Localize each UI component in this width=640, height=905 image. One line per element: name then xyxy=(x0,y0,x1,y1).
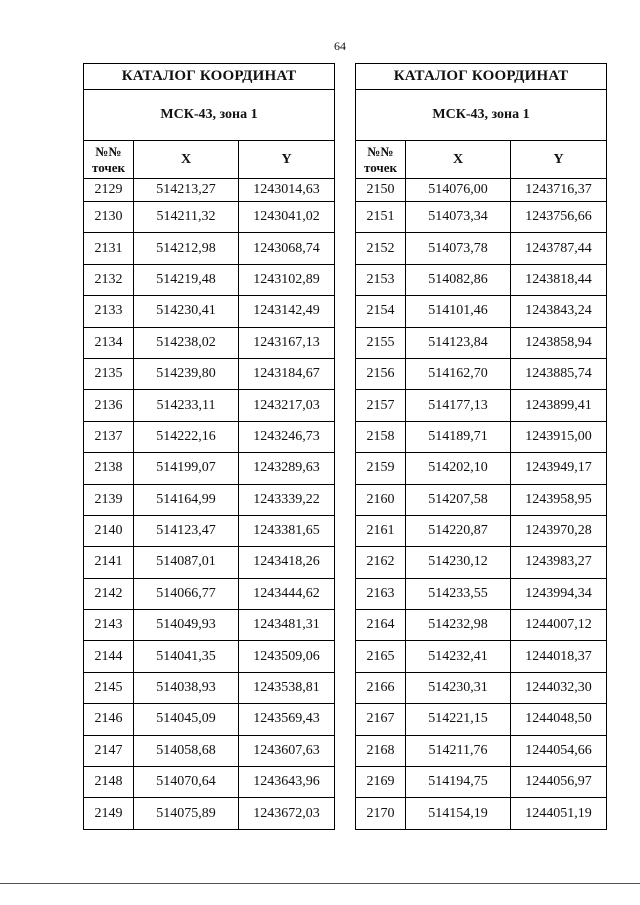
point-number-header-line2: точек xyxy=(92,159,125,175)
point-number-cell: 2152 xyxy=(356,233,406,264)
point-number-cell: 2163 xyxy=(356,578,406,609)
table-subtitle: МСК-43, зона 1 xyxy=(356,90,607,141)
point-number-cell: 2130 xyxy=(84,202,134,233)
y-coordinate-cell: 1243787,44 xyxy=(511,233,607,264)
table-row xyxy=(84,704,335,735)
y-coordinate-cell: 1243716,37 xyxy=(511,179,607,202)
table-row xyxy=(356,453,607,484)
x-coordinate-cell: 514058,68 xyxy=(134,735,239,766)
table-row xyxy=(356,233,607,264)
table-row xyxy=(356,421,607,452)
table-row xyxy=(356,767,607,798)
table-title-row xyxy=(356,64,607,90)
point-number-cell: 2153 xyxy=(356,264,406,295)
y-coordinate-cell: 1243217,03 xyxy=(239,390,335,421)
table-row xyxy=(84,767,335,798)
x-coordinate-cell: 514220,87 xyxy=(406,515,511,546)
y-coordinate-cell: 1243246,73 xyxy=(239,421,335,452)
x-coordinate-cell: 514194,75 xyxy=(406,767,511,798)
table-row xyxy=(84,264,335,295)
x-coordinate-cell: 514211,76 xyxy=(406,735,511,766)
y-coordinate-cell: 1243899,41 xyxy=(511,390,607,421)
x-coordinate-cell: 514212,98 xyxy=(134,233,239,264)
point-number-cell: 2148 xyxy=(84,767,134,798)
page-number: 64 xyxy=(334,39,346,53)
x-coordinate-cell: 514222,16 xyxy=(134,421,239,452)
point-number-cell: 2169 xyxy=(356,767,406,798)
x-coordinate-cell: 514066,77 xyxy=(134,578,239,609)
y-header: Y xyxy=(511,141,607,179)
x-coordinate-cell: 514101,46 xyxy=(406,296,511,327)
y-coordinate-cell: 1243983,27 xyxy=(511,547,607,578)
point-number-cell: 2168 xyxy=(356,735,406,766)
point-number-cell: 2146 xyxy=(84,704,134,735)
x-coordinate-cell: 514087,01 xyxy=(134,547,239,578)
table-row xyxy=(84,390,335,421)
y-coordinate-cell: 1243885,74 xyxy=(511,358,607,389)
x-coordinate-cell: 514238,02 xyxy=(134,327,239,358)
point-number-cell: 2145 xyxy=(84,672,134,703)
y-coordinate-cell: 1243184,67 xyxy=(239,358,335,389)
x-coordinate-cell: 514189,71 xyxy=(406,421,511,452)
y-coordinate-cell: 1243843,24 xyxy=(511,296,607,327)
x-coordinate-cell: 514073,34 xyxy=(406,202,511,233)
point-number-cell: 2136 xyxy=(84,390,134,421)
x-coordinate-cell: 514213,27 xyxy=(134,179,239,202)
table-row xyxy=(84,358,335,389)
x-header: X xyxy=(134,141,239,179)
point-number-cell: 2131 xyxy=(84,233,134,264)
table-row xyxy=(356,358,607,389)
point-number-cell: 2143 xyxy=(84,610,134,641)
table-row xyxy=(356,264,607,295)
y-coordinate-cell: 1243068,74 xyxy=(239,233,335,264)
y-coordinate-cell: 1244032,30 xyxy=(511,672,607,703)
table-row xyxy=(356,390,607,421)
table-row xyxy=(356,327,607,358)
y-coordinate-cell: 1244056,97 xyxy=(511,767,607,798)
y-coordinate-cell: 1244018,37 xyxy=(511,641,607,672)
table-row xyxy=(356,515,607,546)
x-coordinate-cell: 514076,00 xyxy=(406,179,511,202)
table-row xyxy=(84,202,335,233)
table-row xyxy=(84,515,335,546)
y-coordinate-cell: 1243569,43 xyxy=(239,704,335,735)
table-row xyxy=(84,578,335,609)
x-coordinate-cell: 514232,41 xyxy=(406,641,511,672)
x-coordinate-cell: 514073,78 xyxy=(406,233,511,264)
y-coordinate-cell: 1243949,17 xyxy=(511,453,607,484)
x-coordinate-cell: 514230,31 xyxy=(406,672,511,703)
point-number-cell: 2166 xyxy=(356,672,406,703)
point-number-cell: 2132 xyxy=(84,264,134,295)
y-coordinate-cell: 1243958,95 xyxy=(511,484,607,515)
table-row xyxy=(84,641,335,672)
x-coordinate-cell: 514221,15 xyxy=(406,704,511,735)
x-coordinate-cell: 514199,07 xyxy=(134,453,239,484)
y-coordinate-cell: 1243818,44 xyxy=(511,264,607,295)
point-number-cell: 2140 xyxy=(84,515,134,546)
table-row xyxy=(84,484,335,515)
y-coordinate-cell: 1243607,63 xyxy=(239,735,335,766)
column-header-row xyxy=(356,141,607,179)
table-row xyxy=(356,798,607,829)
point-number-cell: 2141 xyxy=(84,547,134,578)
point-number-cell: 2162 xyxy=(356,547,406,578)
x-coordinate-cell: 514233,11 xyxy=(134,390,239,421)
point-number-header xyxy=(84,141,134,179)
point-number-cell: 2149 xyxy=(84,798,134,829)
y-coordinate-cell: 1243014,63 xyxy=(239,179,335,202)
x-coordinate-cell: 514041,35 xyxy=(134,641,239,672)
point-number-header-line1: №№ xyxy=(95,143,122,159)
x-coordinate-cell: 514219,48 xyxy=(134,264,239,295)
y-coordinate-cell: 1243289,63 xyxy=(239,453,335,484)
table-row xyxy=(84,179,335,202)
y-coordinate-cell: 1243381,65 xyxy=(239,515,335,546)
point-number-cell: 2155 xyxy=(356,327,406,358)
x-coordinate-cell: 514207,58 xyxy=(406,484,511,515)
table-row xyxy=(84,327,335,358)
point-number-cell: 2144 xyxy=(84,641,134,672)
point-number-cell: 2160 xyxy=(356,484,406,515)
y-coordinate-cell: 1243915,00 xyxy=(511,421,607,452)
point-number-cell: 2165 xyxy=(356,641,406,672)
y-coordinate-cell: 1243538,81 xyxy=(239,672,335,703)
x-coordinate-cell: 514230,12 xyxy=(406,547,511,578)
y-coordinate-cell: 1243672,03 xyxy=(239,798,335,829)
table-row xyxy=(356,296,607,327)
x-coordinate-cell: 514232,98 xyxy=(406,610,511,641)
coordinate-catalog-table-right xyxy=(355,63,607,830)
point-number-cell: 2137 xyxy=(84,421,134,452)
table-row xyxy=(356,202,607,233)
y-coordinate-cell: 1243142,49 xyxy=(239,296,335,327)
page-bottom-rule xyxy=(0,883,640,884)
y-coordinate-cell: 1244048,50 xyxy=(511,704,607,735)
coordinate-catalog-table-left xyxy=(83,63,335,830)
point-number-cell: 2134 xyxy=(84,327,134,358)
point-number-cell: 2129 xyxy=(84,179,134,202)
point-number-header-line2: точек xyxy=(364,159,397,175)
point-number-header-line1: №№ xyxy=(367,143,394,159)
x-coordinate-cell: 514230,41 xyxy=(134,296,239,327)
x-coordinate-cell: 514070,64 xyxy=(134,767,239,798)
y-coordinate-cell: 1243481,31 xyxy=(239,610,335,641)
y-coordinate-cell: 1243858,94 xyxy=(511,327,607,358)
table-row xyxy=(84,610,335,641)
y-coordinate-cell: 1243167,13 xyxy=(239,327,335,358)
x-coordinate-cell: 514162,70 xyxy=(406,358,511,389)
x-coordinate-cell: 514164,99 xyxy=(134,484,239,515)
y-coordinate-cell: 1243643,96 xyxy=(239,767,335,798)
y-coordinate-cell: 1243970,28 xyxy=(511,515,607,546)
y-coordinate-cell: 1244051,19 xyxy=(511,798,607,829)
x-coordinate-cell: 514233,55 xyxy=(406,578,511,609)
y-header: Y xyxy=(239,141,335,179)
x-coordinate-cell: 514038,93 xyxy=(134,672,239,703)
point-number-cell: 2158 xyxy=(356,421,406,452)
x-coordinate-cell: 514202,10 xyxy=(406,453,511,484)
point-number-cell: 2150 xyxy=(356,179,406,202)
x-coordinate-cell: 514177,13 xyxy=(406,390,511,421)
point-number-cell: 2164 xyxy=(356,610,406,641)
y-coordinate-cell: 1243756,66 xyxy=(511,202,607,233)
x-header: X xyxy=(406,141,511,179)
point-number-cell: 2161 xyxy=(356,515,406,546)
x-coordinate-cell: 514082,86 xyxy=(406,264,511,295)
point-number-cell: 2147 xyxy=(84,735,134,766)
x-coordinate-cell: 514075,89 xyxy=(134,798,239,829)
table-row xyxy=(84,547,335,578)
x-coordinate-cell: 514154,19 xyxy=(406,798,511,829)
table-row xyxy=(356,704,607,735)
point-number-header xyxy=(356,141,406,179)
point-number-cell: 2133 xyxy=(84,296,134,327)
table-row xyxy=(84,672,335,703)
y-coordinate-cell: 1243994,34 xyxy=(511,578,607,609)
y-coordinate-cell: 1243041,02 xyxy=(239,202,335,233)
table-row xyxy=(84,421,335,452)
table-row xyxy=(356,179,607,202)
point-number-cell: 2159 xyxy=(356,453,406,484)
point-number-cell: 2167 xyxy=(356,704,406,735)
table-subtitle-row xyxy=(356,90,607,141)
table-title: КАТАЛОГ КООРДИНАТ xyxy=(84,64,335,90)
column-header-row xyxy=(84,141,335,179)
y-coordinate-cell: 1243339,22 xyxy=(239,484,335,515)
point-number-cell: 2142 xyxy=(84,578,134,609)
point-number-cell: 2156 xyxy=(356,358,406,389)
table-row xyxy=(356,610,607,641)
table-row xyxy=(84,735,335,766)
table-body xyxy=(356,179,607,830)
y-coordinate-cell: 1243444,62 xyxy=(239,578,335,609)
table-title-row xyxy=(84,64,335,90)
y-coordinate-cell: 1244054,66 xyxy=(511,735,607,766)
point-number-cell: 2154 xyxy=(356,296,406,327)
table-subtitle-row xyxy=(84,90,335,141)
table-row xyxy=(84,798,335,829)
table-title: КАТАЛОГ КООРДИНАТ xyxy=(356,64,607,90)
table-row xyxy=(356,672,607,703)
point-number-cell: 2135 xyxy=(84,358,134,389)
table-row xyxy=(356,547,607,578)
table-row xyxy=(356,484,607,515)
table-row xyxy=(356,641,607,672)
table-row xyxy=(84,233,335,264)
point-number-cell: 2170 xyxy=(356,798,406,829)
y-coordinate-cell: 1243509,06 xyxy=(239,641,335,672)
x-coordinate-cell: 514045,09 xyxy=(134,704,239,735)
point-number-cell: 2138 xyxy=(84,453,134,484)
y-coordinate-cell: 1244007,12 xyxy=(511,610,607,641)
x-coordinate-cell: 514123,47 xyxy=(134,515,239,546)
point-number-cell: 2151 xyxy=(356,202,406,233)
y-coordinate-cell: 1243418,26 xyxy=(239,547,335,578)
point-number-cell: 2139 xyxy=(84,484,134,515)
table-row xyxy=(84,296,335,327)
point-number-cell: 2157 xyxy=(356,390,406,421)
table-row xyxy=(84,453,335,484)
table-row xyxy=(356,578,607,609)
x-coordinate-cell: 514211,32 xyxy=(134,202,239,233)
x-coordinate-cell: 514239,80 xyxy=(134,358,239,389)
x-coordinate-cell: 514123,84 xyxy=(406,327,511,358)
table-subtitle: МСК-43, зона 1 xyxy=(84,90,335,141)
table-body xyxy=(84,179,335,830)
y-coordinate-cell: 1243102,89 xyxy=(239,264,335,295)
table-row xyxy=(356,735,607,766)
x-coordinate-cell: 514049,93 xyxy=(134,610,239,641)
